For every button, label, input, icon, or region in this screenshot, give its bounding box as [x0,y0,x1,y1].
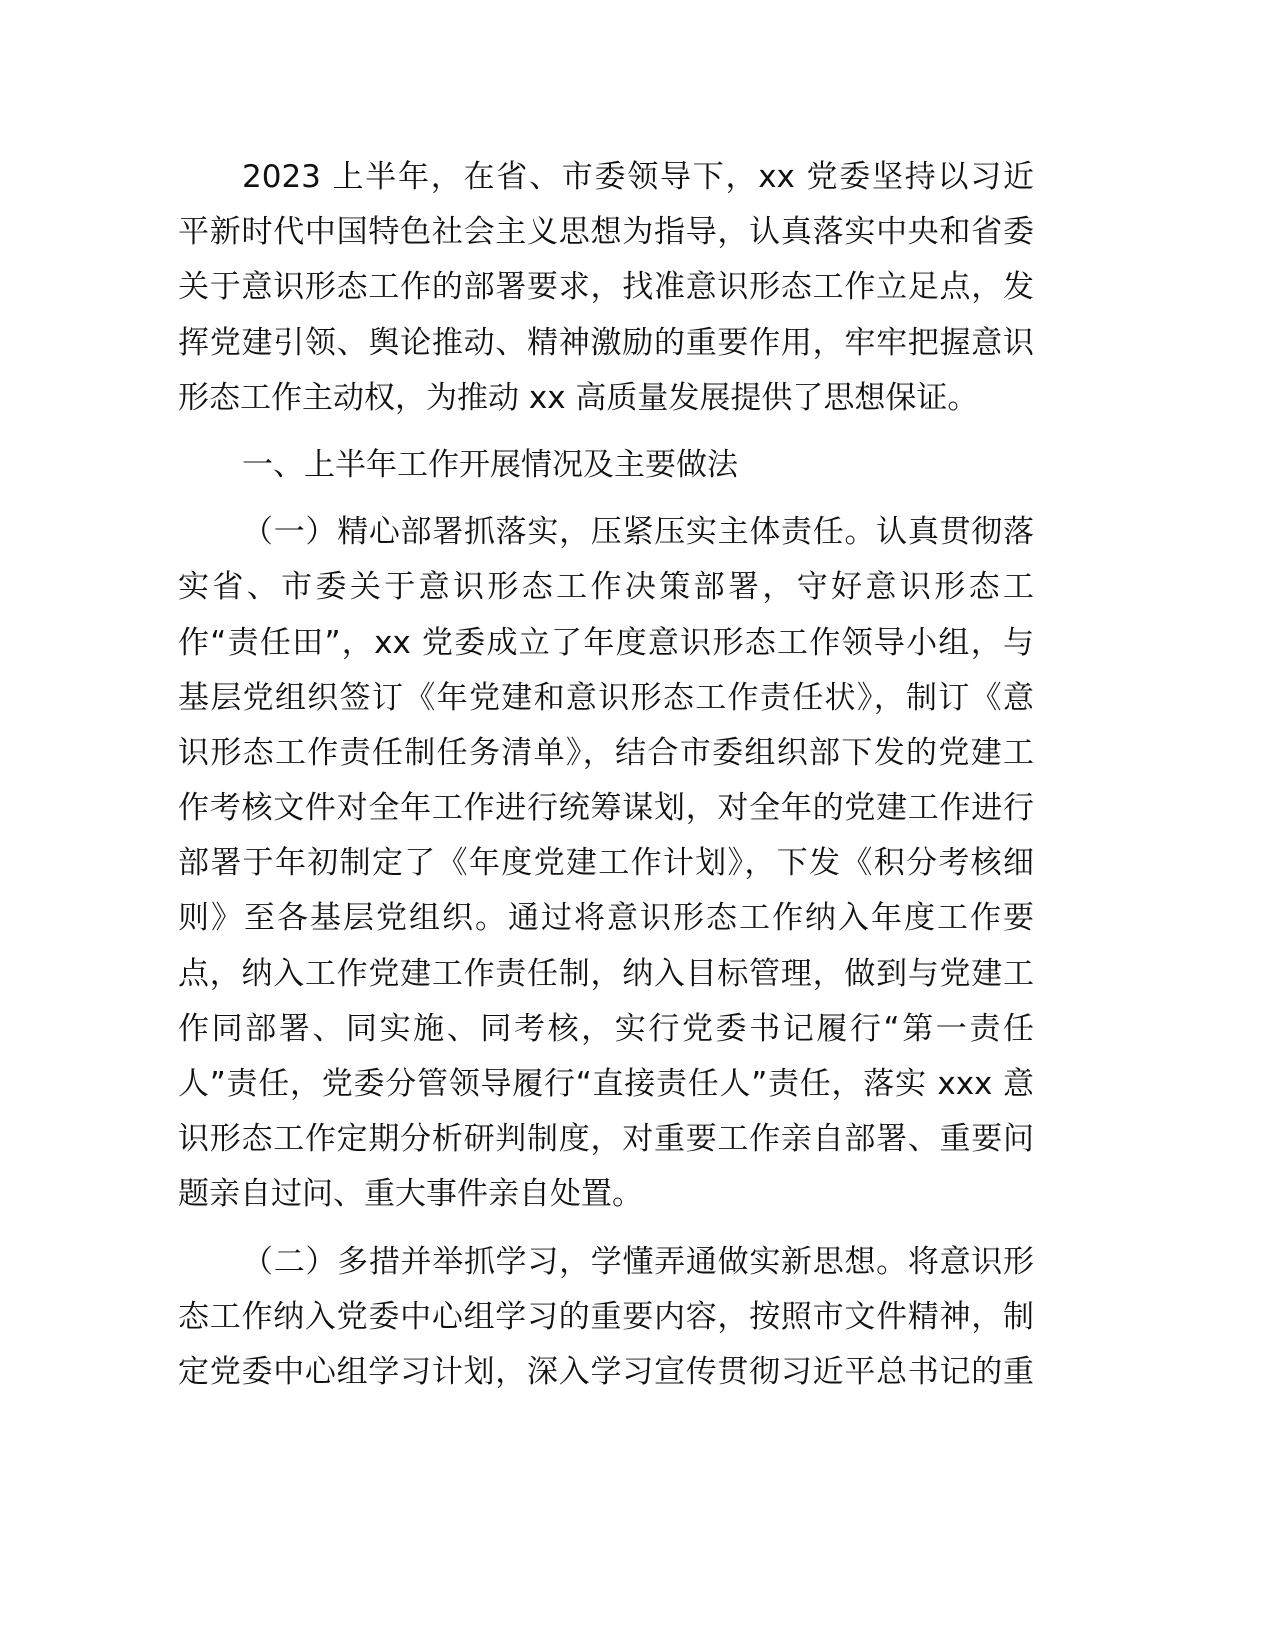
paragraph [178,150,1034,426]
text-line: 作“责任田”，xx 党委成立了年度意识形态工作领导小组，与 [178,624,1034,661]
text-line: （二）多措并举抓学习，学懂弄通做实新思想。将意识形 [242,1243,1034,1280]
text-line: 则》至各基层党组织。通过将意识形态工作纳入年度工作要 [178,900,1034,937]
text-line: 挥党建引领、舆论推动、精神激励的重要作用，牢牢把握意识 [178,324,1034,361]
paragraph [178,505,1034,1222]
text-line: 作同部署、同实施、同考核，实行党委书记履行“第一责任 [178,1010,1034,1047]
paragraph [178,1235,1034,1401]
text-line: 实省、市委关于意识形态工作决策部署，守好意识形态工 [178,569,1034,606]
text-line: 定党委中心组学习计划，深入学习宣传贯彻习近平总书记的重 [178,1353,1034,1390]
text-line: 态工作纳入党委中心组学习的重要内容，按照市文件精神，制 [178,1298,1034,1335]
text-line: 部署于年初制定了《年度党建工作计划》，下发《积分考核细 [178,845,1034,882]
text-line: （一）精心部署抓落实，压紧压实主体责任。认真贯彻落 [242,514,1034,551]
section-heading [178,438,1034,493]
text-line: 题亲自过问、重大事件亲自处置。 [178,1176,643,1213]
text-line: 人”责任，党委分管领导履行“直接责任人”责任，落实 xxx 意 [178,1066,1034,1102]
text-line: 平新时代中国特色社会主义思想为指导，认真落实中央和省委 [178,214,1034,251]
text-line: 识形态工作定期分析研判制度，对重要工作亲自部署、重要问 [178,1121,1034,1158]
text-line: 关于意识形态工作的部署要求，找准意识形态工作立足点，发 [178,269,1034,306]
text-line: 形态工作主动权，为推动 xx 高质量发展提供了思想保证。 [178,379,979,416]
text-line: 作考核文件对全年工作进行统筹谋划，对全年的党建工作进行 [178,790,1034,827]
document-page [178,150,1034,1412]
text-line: 2023 上半年，在省、市委领导下，xx 党委坚持以习近 [242,159,1034,195]
text-line: 识形态工作责任制任务清单》，结合市委组织部下发的党建工 [178,734,1034,771]
text-line: 一、上半年工作开展情况及主要做法 [242,446,738,483]
text-line: 点，纳入工作党建工作责任制，纳入目标管理，做到与党建工 [178,955,1034,992]
text-line: 基层党组织签订《年党建和意识形态工作责任状》，制订《意 [178,679,1034,716]
